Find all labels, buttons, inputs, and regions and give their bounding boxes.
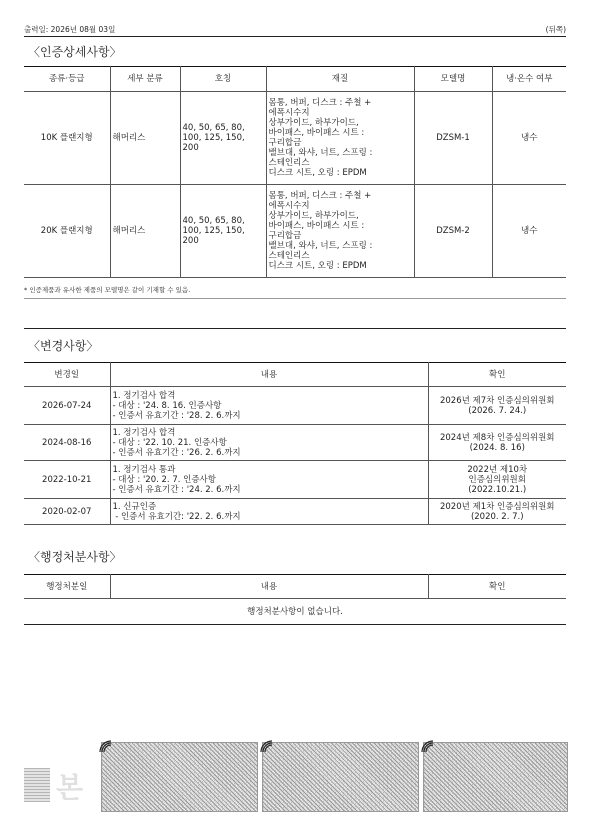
- material-line: 스테인리스: [268, 158, 310, 168]
- cell-change-content: [110, 425, 428, 461]
- col-admin-date: 행정처분일: [24, 575, 110, 599]
- content-line: - 인증서 유효기간 : '28. 2. 6.까지: [112, 410, 241, 421]
- material-line: 에폭시수지: [268, 108, 310, 118]
- material-line: 밸브대, 와샤, 너트, 스프링 :: [268, 148, 373, 158]
- col-admin-content: 내용: [110, 575, 428, 599]
- cell-change-content: [110, 387, 428, 425]
- col-material: 재질: [266, 67, 414, 92]
- security-pattern: [101, 742, 258, 812]
- cell-change-date: 2026-07-24: [24, 387, 110, 425]
- cell-change-content: [110, 461, 428, 499]
- cell-size: 40, 50, 65, 80, 100, 125, 150, 200: [180, 92, 266, 185]
- col-change-confirm: 확인: [428, 363, 566, 387]
- material-line: 바이패스, 바이패스 시트 :: [268, 221, 365, 231]
- material-line: 바이패스, 바이패스 시트 :: [268, 128, 365, 138]
- content-line: 1. 정기검사 통과: [112, 464, 176, 475]
- cell-subclass: 해머리스: [110, 92, 180, 185]
- original-stamp: [20, 768, 88, 802]
- cell-change-content: [110, 499, 428, 525]
- material-line: 디스크 시트, 오링 : EPDM: [268, 168, 367, 178]
- material-line: 구리합금: [268, 231, 302, 241]
- security-pattern: [423, 742, 568, 812]
- col-subclass: 세부 분류: [110, 67, 180, 92]
- stamp-pattern: [24, 768, 50, 802]
- admin-empty-message: 행정처분사항이 없습니다.: [24, 599, 566, 625]
- confirm-line: (2024. 8. 16): [469, 442, 525, 453]
- content-line: - 인증서 유효기간 : '26. 2. 6.까지: [112, 447, 241, 458]
- col-water-type: 냉·온수 여부: [492, 67, 566, 92]
- col-model: 모델명: [414, 67, 492, 92]
- cell-type: 20K 플랜지형: [24, 185, 110, 278]
- confirm-line: 2020년 제1차 인증심의위원회: [439, 501, 555, 512]
- cell-change-confirm: [428, 425, 566, 461]
- cell-change-confirm: [428, 461, 566, 499]
- confirm-line: (2026. 7. 24.): [468, 405, 527, 416]
- table-row: [24, 461, 566, 499]
- table-row: [24, 92, 566, 185]
- material-line: 상부가이드, 하부가이드,: [268, 118, 359, 128]
- cell-subclass: 해머리스: [110, 185, 180, 278]
- cell-change-confirm: [428, 499, 566, 525]
- confirm-line: (2020. 2. 7.): [470, 511, 524, 522]
- stamp-character: 본: [56, 771, 84, 804]
- col-type: 종류·등급: [24, 67, 110, 92]
- col-change-date: 변경일: [24, 363, 110, 387]
- cell-model: DZSM-1: [414, 92, 492, 185]
- security-corner-icon: [421, 740, 435, 754]
- security-pattern: [262, 742, 419, 812]
- material-line: 스테인리스: [268, 251, 310, 261]
- content-line: - 인증서 유효기간: '22. 2. 6.까지: [112, 511, 241, 522]
- header-divider: [24, 36, 566, 37]
- material-line: 디스크 시트, 오링 : EPDM: [268, 261, 367, 271]
- table-row: [24, 499, 566, 525]
- security-corner-icon: [260, 740, 274, 754]
- cell-material: [266, 185, 414, 278]
- cell-type: 10K 플랜지형: [24, 92, 110, 185]
- material-line: 몸통, 버퍼, 디스크 : 주철 +: [268, 191, 372, 201]
- material-line: 구리합금: [268, 138, 302, 148]
- confirm-line: (2022.10.21.): [468, 484, 527, 495]
- detail-header-row: [24, 67, 566, 92]
- page-side-label: (뒤쪽): [545, 25, 566, 34]
- table-row: [24, 425, 566, 461]
- security-corner-icon: [99, 740, 113, 754]
- changes-section-title: 〈변경사항〉: [28, 339, 99, 353]
- content-line: - 대상 : '20. 2. 7. 인증사항: [112, 474, 216, 485]
- content-line: 1. 정기검사 합격: [112, 427, 176, 438]
- material-line: 몸통, 버퍼, 디스크 : 주철 +: [268, 98, 372, 108]
- changes-top-rule: [24, 328, 566, 329]
- cell-change-date: 2020-02-07: [24, 499, 110, 525]
- material-line: 상부가이드, 하부가이드,: [268, 211, 359, 221]
- content-line: - 인증서 유효기간 : '24. 2. 6.까지: [112, 484, 241, 495]
- material-line: 밸브대, 와샤, 너트, 스프링 :: [268, 241, 373, 251]
- confirm-line: 2026년 제7차 인증심의위원회: [439, 395, 555, 406]
- cell-water-type: 냉수: [492, 185, 566, 278]
- cell-size: 40, 50, 65, 80, 100, 125, 150, 200: [180, 185, 266, 278]
- confirm-line: 2024년 제8차 인증심의위원회: [439, 432, 555, 443]
- cell-change-date: 2024-08-16: [24, 425, 110, 461]
- page-header: [24, 24, 566, 36]
- content-line: 1. 정기검사 합격: [112, 390, 176, 401]
- confirm-line: 인증심의위원회: [468, 474, 526, 485]
- table-row: [24, 387, 566, 425]
- table-row: [24, 599, 566, 625]
- cell-change-confirm: [428, 387, 566, 425]
- col-admin-confirm: 확인: [428, 575, 566, 599]
- detail-section-title: 〈인증상세사항〉: [28, 45, 122, 59]
- changes-header-row: [24, 363, 566, 387]
- admin-header-row: [24, 575, 566, 599]
- detail-table: [24, 66, 566, 278]
- table-row: [24, 185, 566, 278]
- admin-table: [24, 574, 566, 625]
- content-line: - 대상 : '24. 8. 16. 인증사항: [112, 400, 222, 411]
- confirm-line: 2022년 제10차: [467, 464, 528, 475]
- cell-material: [266, 92, 414, 185]
- content-line: 1. 신규인증: [112, 501, 157, 512]
- admin-section-title: 〈행정처분사항〉: [28, 550, 122, 564]
- footnote-divider: [24, 298, 566, 299]
- changes-table: [24, 362, 566, 525]
- col-change-content: 내용: [110, 363, 428, 387]
- detail-footnote: * 인증제품과 유사한 제품의 모델명은 같이 기재할 수 있음.: [24, 286, 191, 294]
- material-line: 에폭시수지: [268, 201, 310, 211]
- cell-water-type: 냉수: [492, 92, 566, 185]
- cell-model: DZSM-2: [414, 185, 492, 278]
- content-line: - 대상 : '22. 10. 21. 인증사항: [112, 437, 227, 448]
- cell-change-date: 2022-10-21: [24, 461, 110, 499]
- col-size: 호칭: [180, 67, 266, 92]
- print-date: 출력일: 2026년 08월 03일: [24, 25, 116, 34]
